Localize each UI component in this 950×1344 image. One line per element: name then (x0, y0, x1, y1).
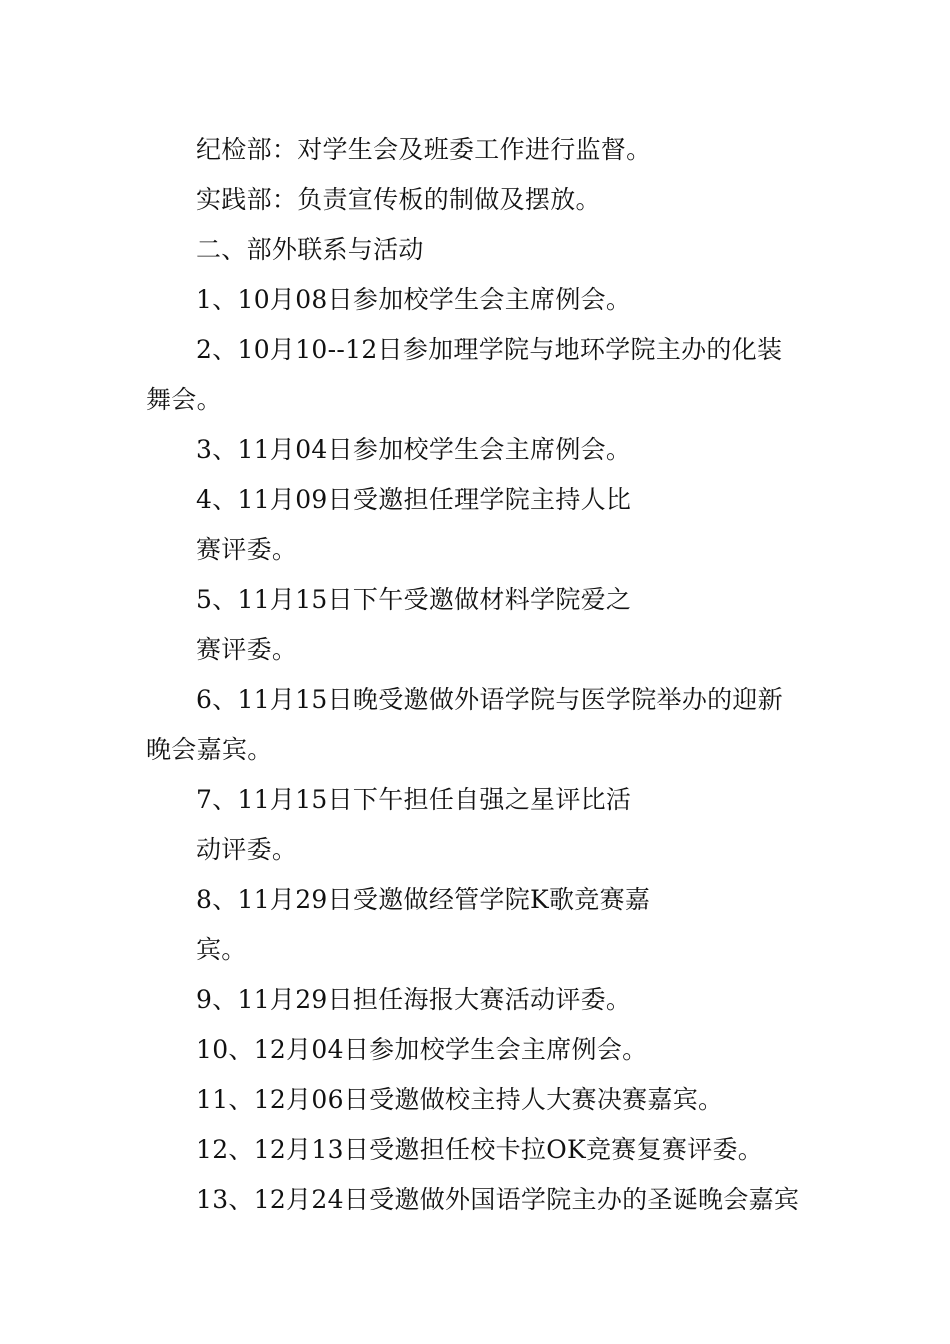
list-item: 13、12月24日受邀做外国语学院主办的圣诞晚会嘉宾 (196, 1185, 800, 1214)
list-item: 6、11月15日晚受邀做外语学院与医学院举办的迎新 (196, 685, 784, 714)
list-item: 3、11月04日参加校学生会主席例会。 (196, 435, 632, 464)
list-item-continuation: 舞会。 (146, 385, 222, 414)
list-item: 11、12月06日受邀做校主持人大赛决赛嘉宾。 (196, 1085, 724, 1114)
list-item-continuation: 动评委。 (196, 835, 298, 864)
section-heading: 二、部外联系与活动 (196, 235, 424, 264)
list-item-continuation: 晚会嘉宾。 (146, 735, 273, 764)
list-item: 7、11月15日下午担任自强之星评比活 (196, 785, 632, 814)
list-item-continuation: 赛评委。 (196, 535, 298, 564)
list-item-continuation: 赛评委。 (196, 635, 298, 664)
list-item: 1、10月08日参加校学生会主席例会。 (196, 285, 632, 314)
list-item: 2、10月10--12日参加理学院与地环学院主办的化装 (196, 335, 783, 364)
list-item: 8、11月29日受邀做经管学院K歌竞赛嘉 (196, 885, 651, 914)
list-item: 9、11月29日担任海报大赛活动评委。 (196, 985, 632, 1014)
paragraph-discipline-dept: 纪检部：对学生会及班委工作进行监督。 (196, 135, 652, 164)
list-item: 4、11月09日受邀担任理学院主持人比 (196, 485, 632, 514)
list-item-continuation: 宾。 (196, 935, 247, 964)
paragraph-practice-dept: 实践部：负责宣传板的制做及摆放。 (196, 185, 601, 214)
list-item: 12、12月13日受邀担任校卡拉OK竞赛复赛评委。 (196, 1135, 764, 1164)
list-item: 10、12月04日参加校学生会主席例会。 (196, 1035, 648, 1064)
list-item: 5、11月15日下午受邀做材料学院爱之 (196, 585, 632, 614)
